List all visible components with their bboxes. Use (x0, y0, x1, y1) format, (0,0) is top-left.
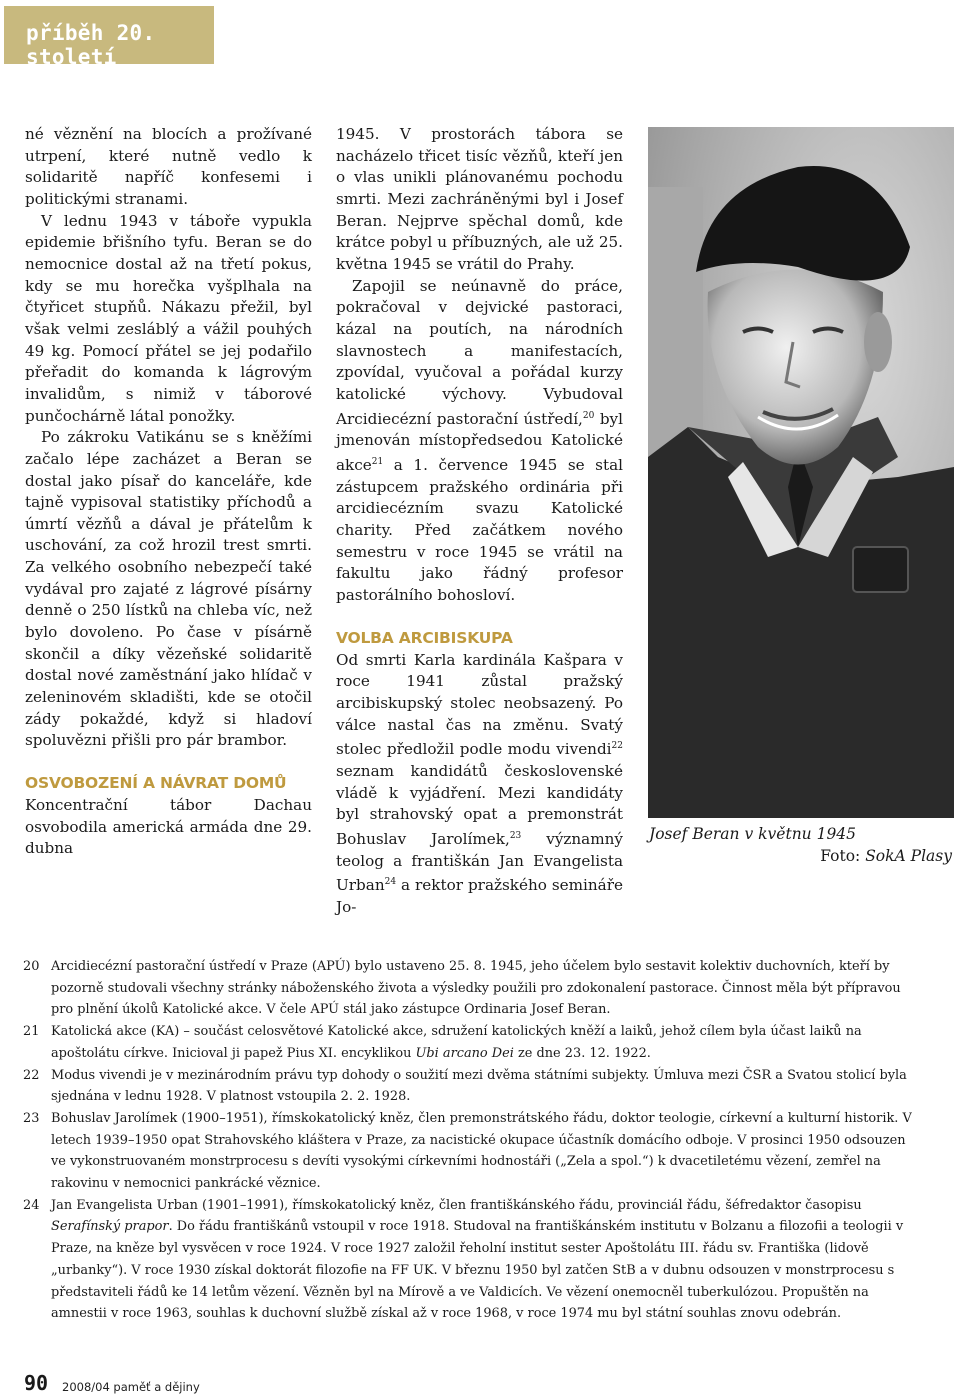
text-run: byl jmenován místopředsedou Katolické akce (336, 409, 623, 474)
footnote-text: Jan Evangelista Urban (1901–1991), římskokatolický kněz, člen františkánského řádu, provinciál řádu, šéfredaktor časopisu (51, 1197, 862, 1213)
text-column-1 (25, 124, 312, 860)
paragraph (336, 276, 623, 607)
text-run: Od smrti Karla kardinála Kašpara v roce 1941 zůstal pražský arcibiskupský stolec neobsazený. Po válce nastal čas na změnu. Svatý stolec předložil podle modu vivendi (336, 650, 623, 759)
footnote-ref[interactable]: 22 (611, 741, 623, 752)
footnote-number: 20 (23, 959, 40, 974)
text-column-2 (336, 124, 623, 919)
footnote-text: . Do řádu františkánů vstoupil v roce 1918. Studoval na františkánském institutu v Bolzanu a filozofii a teologii v Praze, na kněze byl vysvěcen v roce 1924. V roce 1927 založil řeholní institut sester Apoštolátu III. řádu sv. Františka (lidově „urbanky“). V roce 1930 získal doktorát filozofie na FF UK. V březnu 1950 byl zatčen StB a v dubnu odsouzen v monstrprocesu s představiteli řádů ke 14 letům vězení. Vězněn byl na Mírově a ve Valdicích. Ve vězení onemocněl tuberkulózou. Propuštěn na amnestii v roce 1963, souhlas k duchovní službě získal až v roce 1968, v roce 1974 mu byl státní souhlas znovu odebrán. (51, 1219, 904, 1322)
footnote-number: 24 (23, 1197, 40, 1213)
text-run: a 1. července 1945 se stal zástupcem pražského ordinária při arcidiecézním svazu Katolické charity. Před začátkem nového semestru v roce 1945 se vrátil na fakultu jako řádný profesor pastorálního bohosloví. (336, 455, 623, 604)
section-heading: VOLBA ARCIBISKUPA (336, 628, 513, 647)
page-number: 90 (24, 1371, 49, 1395)
footnote (23, 1021, 923, 1064)
footnote-italic: Serafínský prapor (51, 1219, 169, 1235)
text-run: seznam kandidátů československé vládě k vyjádření. Mezi kandidáty byl strahovský opat a premonstrát Bohuslav Jarolímek, (336, 761, 623, 848)
footnote-italic: Ubi arcano Dei (415, 1045, 514, 1061)
text-run: a rektor pražského semináře Jo- (336, 876, 623, 916)
footnote-text: ze dne 23. 12. 1922. (513, 1045, 651, 1061)
footnote-ref[interactable]: 21 (371, 456, 384, 467)
paragraph: Koncentrační tábor Dachau osvobodila americká armáda dne 29. dubna (25, 796, 312, 858)
paragraph: né věznění na blocích a prožívané utrpení, které nutně vedlo k solidaritě napříč konfesemi i politickými stranami. (25, 125, 312, 208)
paragraph (336, 650, 623, 919)
footnote-number: 21 (23, 1024, 40, 1040)
footnote (23, 1065, 923, 1108)
footnote (23, 1195, 923, 1325)
footnote-text: Katolická akce (KA) – součást celosvětové Katolické akce, sdružení katolických kněží a laiků, jehož cílem byla účast laiků na apoštolátu církve. Inicioval ji papež Pius XI. encyklikou (51, 1024, 862, 1061)
section-heading: OSVOBOZENÍ A NÁVRAT DOMŮ (25, 774, 287, 793)
photo-credit (820, 845, 952, 867)
footnote (23, 956, 923, 1021)
footnote-text: Modus vivendi je v mezinárodním právu typ dohody o soužití mezi dvěma státními subjekty. Úmluva mezi ČSR a Svatou stolicí byla sjednána v lednu 1928. V platnost vstoupila 2. 2. 1928. (51, 1067, 907, 1105)
footnote-number: 22 (23, 1067, 40, 1083)
text-run: významný teolog a františkán Jan Evangelista Urban (336, 829, 623, 895)
footnotes (23, 956, 923, 1325)
footnote-text: Arcidiecézní pastorační ústředí v Praze (APÚ) bylo ustaveno 25. 8. 1945, jeho účelem bylo sestavit kolektiv duchovních, kteří by pozorně studovali všechny stránky náboženského života a výsledky použili pro zdokonalení pastorace. Činnost měla být přípravou pro plnění úkolů Katolické akce. V čele APÚ stál jako zástupce Ordinaria Josef Beran. (51, 959, 901, 1018)
text-run: Zapojil se neúnavně do práce, pokračoval v dejvické pastoraci, kázal na poutích, na národních slavnostech a manifestacích, zpovídal, vyučoval a pořádal kurzy katolické výchovy. Vybudoval Arcidiecézní pastorační ústředí, (336, 276, 623, 428)
paragraph: 1945. V prostorách tábora se nacházelo třicet tisíc vězňů, kteří jen o vlas unikli plánovanému pochodu smrti. Mezi zachráněnými byl i Josef Beran. Nejprve spěchal domů, kde krátce pobyl u příbuzných, ale už 25. května 1945 se vrátil do Prahy. (336, 125, 623, 273)
section-tab (4, 6, 214, 69)
footnote-ref[interactable]: 20 (582, 410, 595, 421)
paragraph: Po zákroku Vatikánu se s kněžími začalo lépe zacházet a Beran se dostal jako písař do kanceláře, kde tajně vypisoval statistiky příchodů a úmrtí vězňů a dával je přátelům k uschování, za což hrozil trest smrti. Za velkého osobního nebezpečí také vydával pro zajaté z lágrové písárny denně o 250 lístků na chleba víc, než bylo dovoleno. Po čase v písárně skončil a díky vězeňské solidaritě dostal nové zaměstnání jako hlídač v zeleninovém skladišti, kde se otočil zády pokaždé, když si hladoví spoluvězni přišli pro pár brambor. (25, 428, 312, 750)
footnote-ref[interactable]: 23 (509, 830, 522, 841)
footnote-ref[interactable]: 24 (384, 877, 397, 888)
footnote (23, 1108, 923, 1195)
publication-info: 2008/04 paměť a dějiny (62, 1380, 200, 1394)
portrait-photo (648, 127, 954, 818)
footnote-number: 23 (23, 1110, 40, 1126)
credit-source: SokA Plasy (865, 847, 952, 865)
paragraph: V lednu 1943 v táboře vypukla epidemie břišního tyfu. Beran se do nemocnice dostal až na třetí pokus, kdy se mu horečka vyšplhala na čtyřicet stupňů. Nákazu přežil, byl však velmi zesláblý a vážil pouhých 49 kg. Pomocí přátel se jej podařilo přeřadit do komanda k lágrovým invalidům, s nimiž v táborové punčochárně látal ponožky. (25, 211, 312, 425)
credit-prefix: Foto: (820, 847, 866, 865)
photo-caption: Josef Beran v květnu 1945 (649, 825, 857, 843)
section-title: příběh 20. století (26, 21, 156, 69)
footnote-text: Bohuslav Jarolímek (1900–1951), římskokatolický kněz, člen premonstrátského řádu, doktor teologie, církevní a kulturní historik. V letech 1939–1950 opat Strahovského kláštera v Praze, za nacistické okupace účastník domácího odboje. V prosinci 1950 odsouzen ve vykonstruovaném monstrprocesu s devíti vysokými církevními hodnostáři („Zela a spol.“) k dvacetiletému vězení, zemřel na rakovinu v nemocnici pankrácké věznice. (51, 1110, 912, 1192)
